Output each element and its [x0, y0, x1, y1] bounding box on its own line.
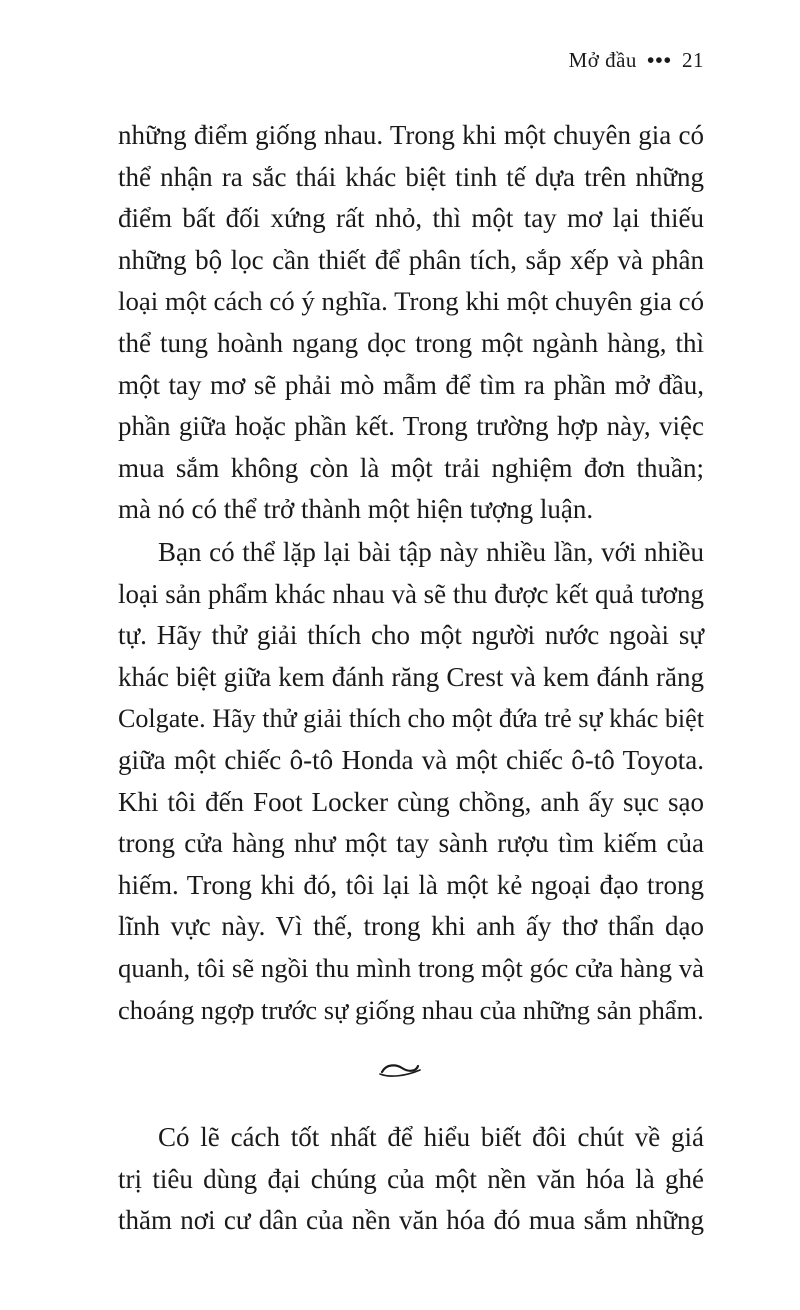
page-number: 21 [682, 48, 704, 72]
text-line: thăm nơi cư dân của nền văn hóa đó mua sắm những [118, 1205, 704, 1236]
text-line: Có lẽ cách tốt nhất để hiểu biết đôi chút về giá [158, 1122, 704, 1152]
text-line: quanh, tôi sẽ ngồi thu mình trong một góc cửa hàng và [118, 952, 704, 983]
flourish-ornament-icon [376, 1058, 424, 1080]
text-line: mà nó có thể trở thành một hiện tượng luận. [118, 494, 594, 525]
text-line: giữa một chiếc ô-tô Honda và một chiếc ô-tô Toyota. [118, 744, 704, 775]
text-line: Colgate. Hãy thử giải thích cho một đứa trẻ sự khác biệt [118, 704, 704, 734]
text-line: trị tiêu dùng đại chúng của một nền văn hóa là ghé [118, 1163, 704, 1194]
text-line: loại sản phẩm khác nhau và sẽ thu được kết quả tương [118, 578, 704, 609]
text-line: choáng ngợp trước sự giống nhau của những sản phẩm. [118, 994, 704, 1025]
text-line: Bạn có thể lặp lại bài tập này nhiều lần, với nhiều [158, 537, 704, 567]
text-line: phần giữa hoặc phần kết. Trong trường hợp này, việc [118, 411, 704, 442]
paragraph-2 [118, 532, 704, 1031]
paragraph-3 [118, 1117, 704, 1242]
text-line: thể tung hoành ngang dọc trong một ngành hàng, thì [118, 327, 704, 358]
paragraph-1 [118, 115, 704, 531]
text-line: thể nhận ra sắc thái khác biệt tinh tế dựa trên những [118, 161, 704, 192]
text-line: Khi tôi đến Foot Locker cùng chồng, anh ấy sục sạo [118, 786, 704, 817]
running-header [569, 48, 704, 73]
text-line: khác biệt giữa kem đánh răng Crest và kem đánh răng [118, 661, 704, 692]
text-line: trong cửa hàng như một tay sành rượu tìm kiếm của [118, 828, 704, 859]
text-line: loại một cách có ý nghĩa. Trong khi một chuyên gia có [118, 286, 704, 317]
header-separator: ••• [646, 48, 672, 72]
text-line: điểm bất đối xứng rất nhỏ, thì một tay mơ lại thiếu [118, 203, 704, 234]
text-line: hiếm. Trong khi đó, tôi lại là một kẻ ngoại đạo trong [118, 869, 704, 900]
text-line: một tay mơ sẽ phải mò mẫm để tìm ra phần mở đầu, [118, 369, 704, 400]
header-section-title: Mở đầu [568, 48, 637, 72]
text-line: những bộ lọc cần thiết để phân tích, sắp xếp và phân [118, 244, 704, 275]
text-line: mua sắm không còn là một trải nghiệm đơn thuần; [118, 452, 704, 483]
text-line: lĩnh vực này. Vì thế, trong khi anh ấy thơ thẩn dạo [118, 911, 704, 942]
text-line: tự. Hãy thử giải thích cho một người nước ngoài sự [118, 620, 704, 651]
text-line: những điểm giống nhau. Trong khi một chuyên gia có [118, 120, 704, 150]
